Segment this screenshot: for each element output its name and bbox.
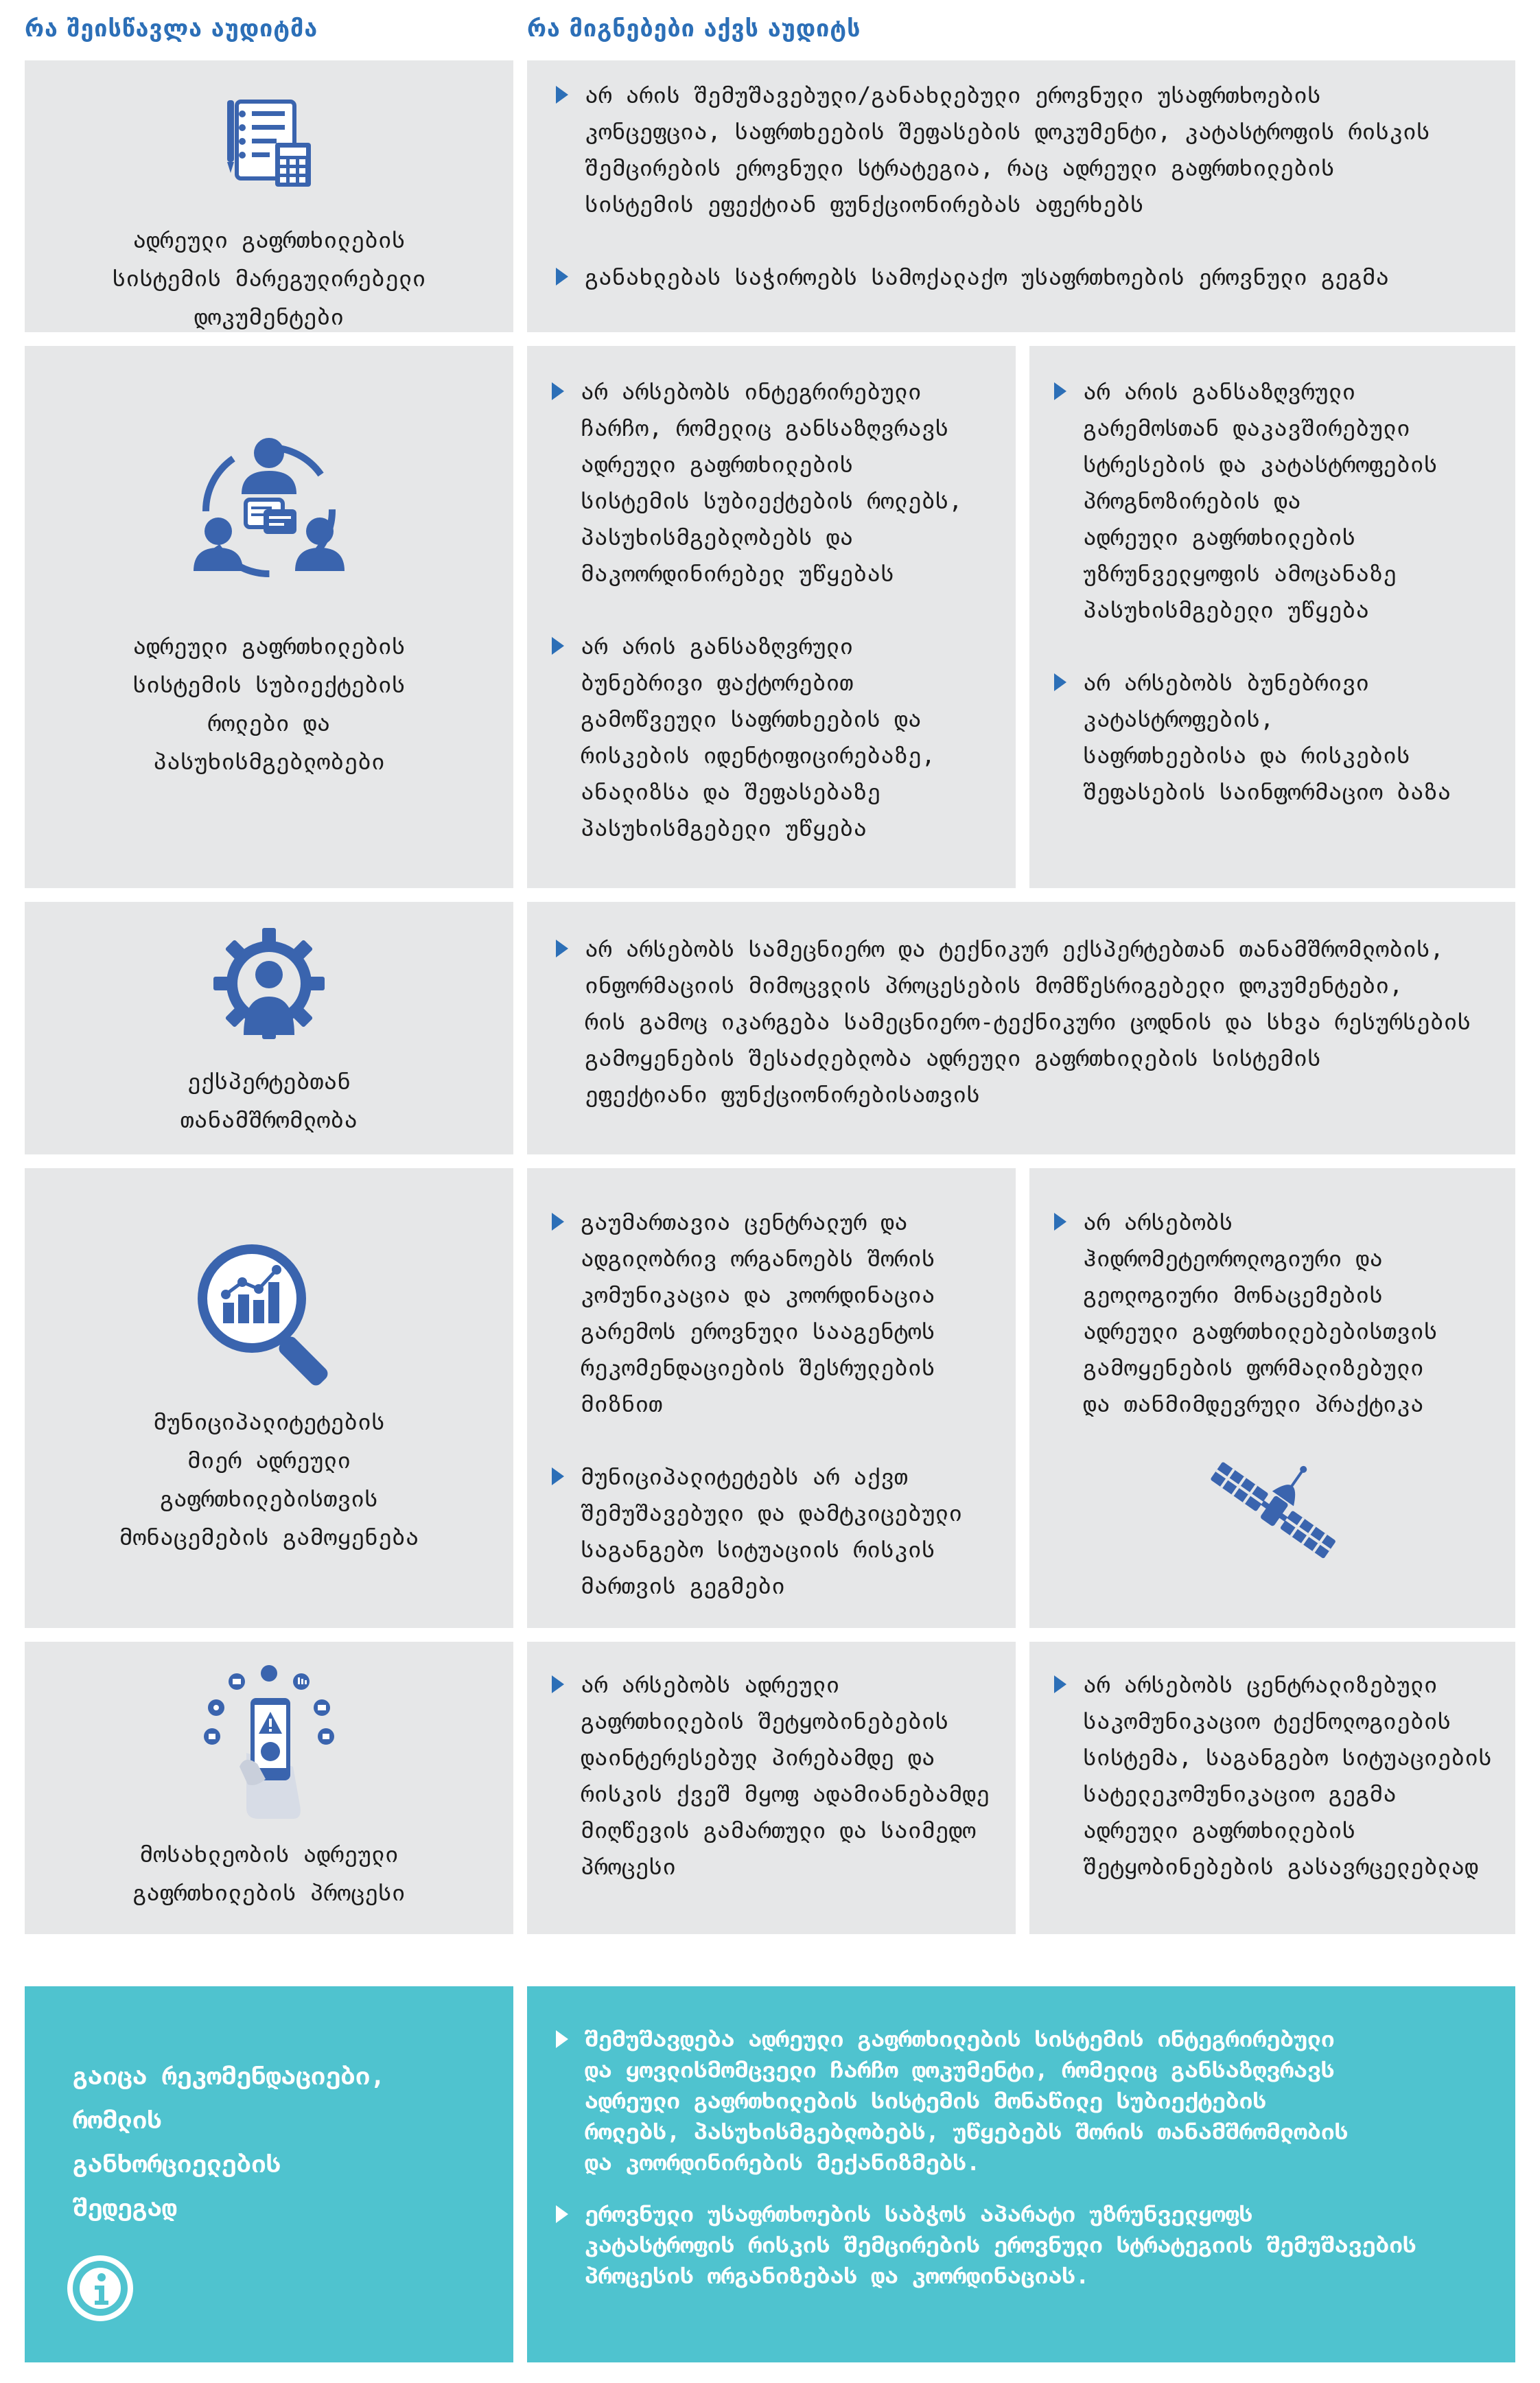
column-header-studied: რა შეისწავლა აუდიტმა [25, 15, 318, 43]
row-3-topic [25, 902, 513, 1154]
finding-item: არ არის შემუშავებული/განახლებული ეროვნული უსაფრთხოების კონცეფცია, საფრთხეების შეფასების დოკუმენტი, კატასტროფის რისკის შემცირების ეროვნული სტრატეგია, რაც ადრეული გაფრთხილების სისტემის ეფექტიან ფუნქციონირებას აფერხებს [556, 77, 1430, 222]
finding-item: მუნიციპალიტეტებს არ აქვთ შემუშავებული და დამტკიცებული საგანგებო სიტუაციის რისკის მართვის გეგმები [552, 1458, 962, 1604]
info-icon [66, 2254, 135, 2325]
people-network-icon [25, 428, 513, 593]
recommendations-title: გაიცა რეკომენდაციები, რომლის განხორციელების შედეგად [73, 2062, 386, 2222]
row-2-findings-left [527, 346, 1016, 888]
finding-item: არ არსებობს სამეცნიერო და ტექნიკურ ექსპერტებთან თანამშრომლობის, ინფორმაციის მიმოცვლის პროცესების მომწესრიგებელი დოკუმენტები, რის გამოც იკარგება სამეცნიერო-ტექნიკური ცოდნის და სხვა რესურსების გამოყენების შესაძლებლობა ადრეული გაფრთხილების სისტემის ეფექტიანი ფუნქციონირებისათვის [556, 931, 1471, 1113]
row-4-findings-left [527, 1168, 1016, 1628]
row-1-label: ადრეული გაფრთხილების სისტემის მარეგულირებელი დოკუმენტები [112, 226, 426, 330]
row-1-topic [25, 60, 513, 332]
row-5-topic [25, 1642, 513, 1934]
row-3-findings [527, 902, 1515, 1154]
row-3-label: ექსპერტებთან თანამშრომლობა [180, 1068, 358, 1133]
finding-item: განახლებას საჭიროებს სამოქალაქო უსაფრთხოების ეროვნული გეგმა [556, 259, 1430, 295]
finding-item: არ არსებობს ინტეგრირებული ჩარჩო, რომელიც განსაზღვრავს ადრეული გაფრთხილების სისტემის სუბიექტების როლებს, პასუხისმგებლობებს და მაკოორდინირებელ უწყებას [552, 373, 962, 592]
row-5-findings-left [527, 1642, 1016, 1934]
row-4-findings-right [1029, 1168, 1515, 1628]
row-5-findings-right [1029, 1642, 1515, 1934]
row-2-topic [25, 346, 513, 888]
finding-item: არ არის განსაზღვრული ბუნებრივი ფაქტორებით გამოწვეული საფრთხეების და რისკების იდენტიფიცირებაზე, ანალიზსა და შეფასებაზე პასუხისმგებელი უწყება [552, 628, 962, 846]
expert-gear-icon [25, 925, 513, 1042]
satellite-icon [1029, 1443, 1515, 1580]
recommendations-panel [527, 1986, 1515, 2362]
phone-alert-icon [25, 1664, 513, 1822]
finding-item: არ არსებობს ცენტრალიზებული საკომუნიკაციო ტექნოლოგიების სისტემა, საგანგებო სიტუაციების სატელეკომუნიკაციო გეგმა ადრეული გაფრთხილების შეტყობინებების გასავრცელებლად [1054, 1666, 1492, 1885]
row-5-label: მოსახლეობის ადრეული გაფრთხილების პროცესი [132, 1841, 406, 1906]
row-4-label: მუნიციპალიტეტების მიერ ადრეული გაფრთხილებისთვის მონაცემების გამოყენება [119, 1408, 419, 1550]
row-4-topic [25, 1168, 513, 1628]
recommendation-item: ეროვნული უსაფრთხოების საბჭოს აპარატი უზრუნველყოფს კატასტროფის რისკის შემცირების ეროვნული სტრატეგიის შემუშავების პროცესის ორგანიზებას და კოორდინაციას. [556, 2198, 1416, 2291]
finding-item: არ არსებობს ადრეული გაფრთხილების შეტყობინებების დაინტერესებულ პირებამდე და რისკის ქვეშ მყოფ ადამიანებამდე მიღწევის გამართული და საიმედო პროცესი [552, 1666, 990, 1885]
magnifier-chart-icon [25, 1237, 513, 1395]
finding-item: არ არის განსაზღვრული გარემოსთან დაკავშირებული სტრესების და კატასტროფების პროგნოზირების და ადრეული გაფრთხილების უზრუნველყოფის ამოცანაზე პასუხისმგებელი უწყება [1054, 373, 1451, 628]
finding-item: არ არსებობს ჰიდრომეტეოროლოგიური და გეოლოგიური მონაცემების ადრეული გაფრთხილებებისთვის გამოყენების ფორმალიზებული და თანმიმდევრული პრაქტიკა [1054, 1204, 1438, 1422]
finding-item: არ არსებობს ბუნებრივი კატასტროფების, საფრთხეებისა და რისკების შეფასების საინფორმაციო ბაზა [1054, 664, 1451, 810]
finding-item: გაუმართავია ცენტრალურ და ადგილობრივ ორგანოებს შორის კომუნიკაცია და კოორდინაცია გარემოს ეროვნული სააგენტოს რეკომენდაციების შესრულების მიზნით [552, 1204, 962, 1422]
document-calculator-icon [25, 88, 513, 191]
recommendations-title-panel [25, 1986, 513, 2362]
row-2-label: ადრეული გაფრთხილების სისტემის სუბიექტების როლები და პასუხისმგებლობები [132, 633, 406, 775]
recommendation-item: შემუშავდება ადრეული გაფრთხილების სისტემის ინტეგრირებული და ყოვლისმომცველი ჩარჩო დოკუმენტი, რომელიც განსაზღვრავს ადრეული გაფრთხილების სისტემის მონაწილე სუბიექტების როლებს, პასუხისმგებლობებს, უწყებებს შორის თანამშრომლობის და კოორდინირების მექანიზმებს. [556, 2023, 1416, 2178]
row-2-findings-right [1029, 346, 1515, 888]
column-header-findings: რა მიგნებები აქვს აუდიტს [527, 15, 861, 43]
row-1-findings [527, 60, 1515, 332]
